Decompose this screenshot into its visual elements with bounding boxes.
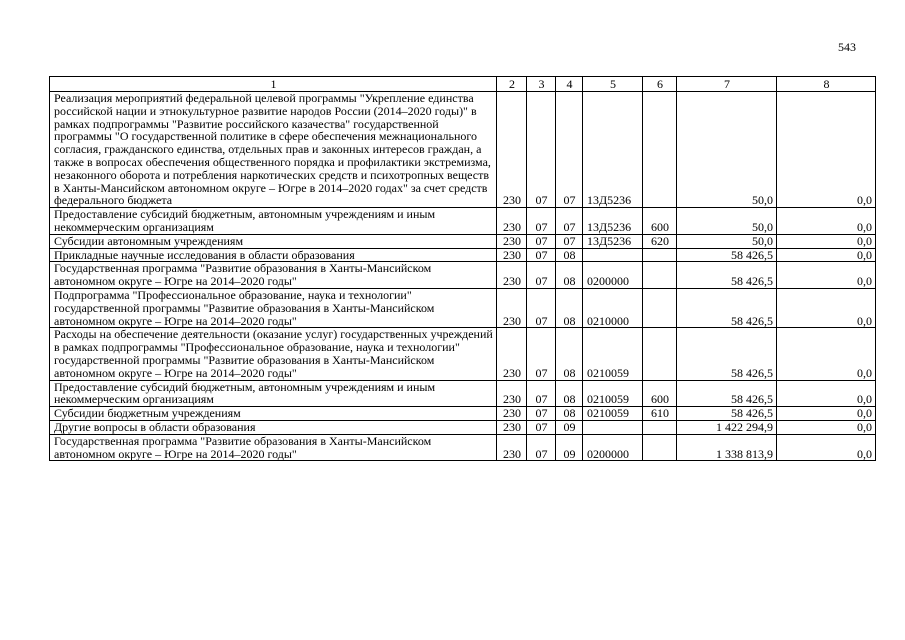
cell-col8: 0,0 (777, 234, 876, 248)
header-cell: 3 (527, 77, 556, 92)
cell-col4: 07 (556, 208, 583, 235)
cell-col5: 0210059 (583, 328, 643, 380)
cell-col3: 07 (527, 262, 556, 289)
cell-col2: 230 (497, 434, 527, 461)
header-cell: 5 (583, 77, 643, 92)
cell-col5: 0210059 (583, 380, 643, 407)
cell-col6 (643, 248, 677, 262)
cell-col7: 50,0 (677, 208, 777, 235)
row-name: Расходы на обеспечение деятельности (оказание услуг) государственных учреждений в рамках подпрограммы "Профессиональное образование, наука и технологии" государственной программы "Развитие образования в Ханты-Мансийском автономном округе – Югре на 2014–2020 годы" (50, 328, 497, 380)
cell-col6 (643, 262, 677, 289)
cell-col8: 0,0 (777, 328, 876, 380)
row-name: Прикладные научные исследования в области образования (50, 248, 497, 262)
row-name: Реализация мероприятий федеральной целевой программы "Укрепление единства российской нации и этнокультурное развитие народов России (2014–2020 годы)" в рамках подпрограммы "Развитие российского казачества" государственной программы "О государственной политике в сфере обеспечения межнационального согласия, гражданского единства, отдельных прав и законных интересов граждан, а также в вопросах обеспечения общественного порядка и профилактики экстремизма, незаконного оборота и потребления наркотических средств и психотропных веществ в Ханты-Мансийском автономном округе – Югре в 2014–2020 годах" за счет средств федерального бюджета (50, 92, 497, 208)
cell-col2: 230 (497, 262, 527, 289)
table-row (50, 328, 876, 380)
cell-col8: 0,0 (777, 248, 876, 262)
cell-col8: 0,0 (777, 262, 876, 289)
cell-col3: 07 (527, 420, 556, 434)
cell-col3: 07 (527, 434, 556, 461)
row-name: Предоставление субсидий бюджетным, автономным учреждениям и иным некоммерческим организациям (50, 208, 497, 235)
cell-col3: 07 (527, 92, 556, 208)
table-row (50, 420, 876, 434)
cell-col6 (643, 288, 677, 327)
table-row (50, 380, 876, 407)
cell-col7: 58 426,5 (677, 288, 777, 327)
cell-col6: 620 (643, 234, 677, 248)
row-name: Государственная программа "Развитие образования в Ханты-Мансийском автономном округе – Югре на 2014–2020 годы" (50, 262, 497, 289)
cell-col5: 0210059 (583, 407, 643, 421)
cell-col2: 230 (497, 248, 527, 262)
cell-col6: 610 (643, 407, 677, 421)
page-number: 543 (838, 40, 856, 54)
table-row (50, 92, 876, 208)
cell-col7: 1 422 294,9 (677, 420, 777, 434)
table-row (50, 407, 876, 421)
row-name: Субсидии автономным учреждениям (50, 234, 497, 248)
row-name: Предоставление субсидий бюджетным, автономным учреждениям и иным некоммерческим организациям (50, 380, 497, 407)
table-row (50, 234, 876, 248)
cell-col8: 0,0 (777, 92, 876, 208)
header-cell: 7 (677, 77, 777, 92)
cell-col6 (643, 328, 677, 380)
cell-col4: 09 (556, 434, 583, 461)
cell-col7: 50,0 (677, 92, 777, 208)
cell-col3: 07 (527, 248, 556, 262)
cell-col8: 0,0 (777, 434, 876, 461)
cell-col7: 58 426,5 (677, 328, 777, 380)
header-cell: 6 (643, 77, 677, 92)
cell-col5: 0200000 (583, 262, 643, 289)
cell-col6: 600 (643, 380, 677, 407)
row-name: Субсидии бюджетным учреждениям (50, 407, 497, 421)
header-row (50, 77, 876, 92)
header-cell: 8 (777, 77, 876, 92)
row-name: Подпрограмма "Профессиональное образование, наука и технологии" государственной программы "Развитие образования в Ханты-Мансийском автономном округе – Югре на 2014–2020 годы" (50, 288, 497, 327)
budget-table (49, 76, 876, 461)
cell-col7: 50,0 (677, 234, 777, 248)
cell-col2: 230 (497, 420, 527, 434)
cell-col3: 07 (527, 208, 556, 235)
row-name: Другие вопросы в области образования (50, 420, 497, 434)
cell-col2: 230 (497, 234, 527, 248)
cell-col5 (583, 420, 643, 434)
cell-col7: 58 426,5 (677, 380, 777, 407)
cell-col3: 07 (527, 407, 556, 421)
row-name: Государственная программа "Развитие образования в Ханты-Мансийском автономном округе – Югре на 2014–2020 годы" (50, 434, 497, 461)
cell-col4: 08 (556, 262, 583, 289)
header-cell: 1 (50, 77, 497, 92)
cell-col3: 07 (527, 234, 556, 248)
cell-col5: 13Д5236 (583, 208, 643, 235)
cell-col7: 58 426,5 (677, 248, 777, 262)
table-row (50, 208, 876, 235)
cell-col3: 07 (527, 328, 556, 380)
cell-col5: 13Д5236 (583, 92, 643, 208)
cell-col4: 07 (556, 234, 583, 248)
cell-col4: 08 (556, 288, 583, 327)
header-cell: 4 (556, 77, 583, 92)
cell-col2: 230 (497, 288, 527, 327)
header-cell: 2 (497, 77, 527, 92)
cell-col8: 0,0 (777, 407, 876, 421)
cell-col2: 230 (497, 407, 527, 421)
cell-col4: 07 (556, 92, 583, 208)
cell-col2: 230 (497, 328, 527, 380)
cell-col5: 13Д5236 (583, 234, 643, 248)
cell-col7: 58 426,5 (677, 262, 777, 289)
cell-col6 (643, 420, 677, 434)
cell-col5: 0200000 (583, 434, 643, 461)
cell-col3: 07 (527, 380, 556, 407)
table-row (50, 288, 876, 327)
cell-col6: 600 (643, 208, 677, 235)
cell-col3: 07 (527, 288, 556, 327)
cell-col8: 0,0 (777, 420, 876, 434)
cell-col4: 08 (556, 328, 583, 380)
cell-col8: 0,0 (777, 288, 876, 327)
cell-col7: 58 426,5 (677, 407, 777, 421)
cell-col4: 08 (556, 380, 583, 407)
cell-col5 (583, 248, 643, 262)
cell-col7: 1 338 813,9 (677, 434, 777, 461)
cell-col5: 0210000 (583, 288, 643, 327)
cell-col8: 0,0 (777, 380, 876, 407)
table-row (50, 248, 876, 262)
cell-col4: 08 (556, 248, 583, 262)
cell-col4: 09 (556, 420, 583, 434)
cell-col6 (643, 92, 677, 208)
cell-col8: 0,0 (777, 208, 876, 235)
cell-col2: 230 (497, 92, 527, 208)
table-row (50, 262, 876, 289)
cell-col2: 230 (497, 208, 527, 235)
cell-col2: 230 (497, 380, 527, 407)
table-row (50, 434, 876, 461)
cell-col4: 08 (556, 407, 583, 421)
cell-col6 (643, 434, 677, 461)
